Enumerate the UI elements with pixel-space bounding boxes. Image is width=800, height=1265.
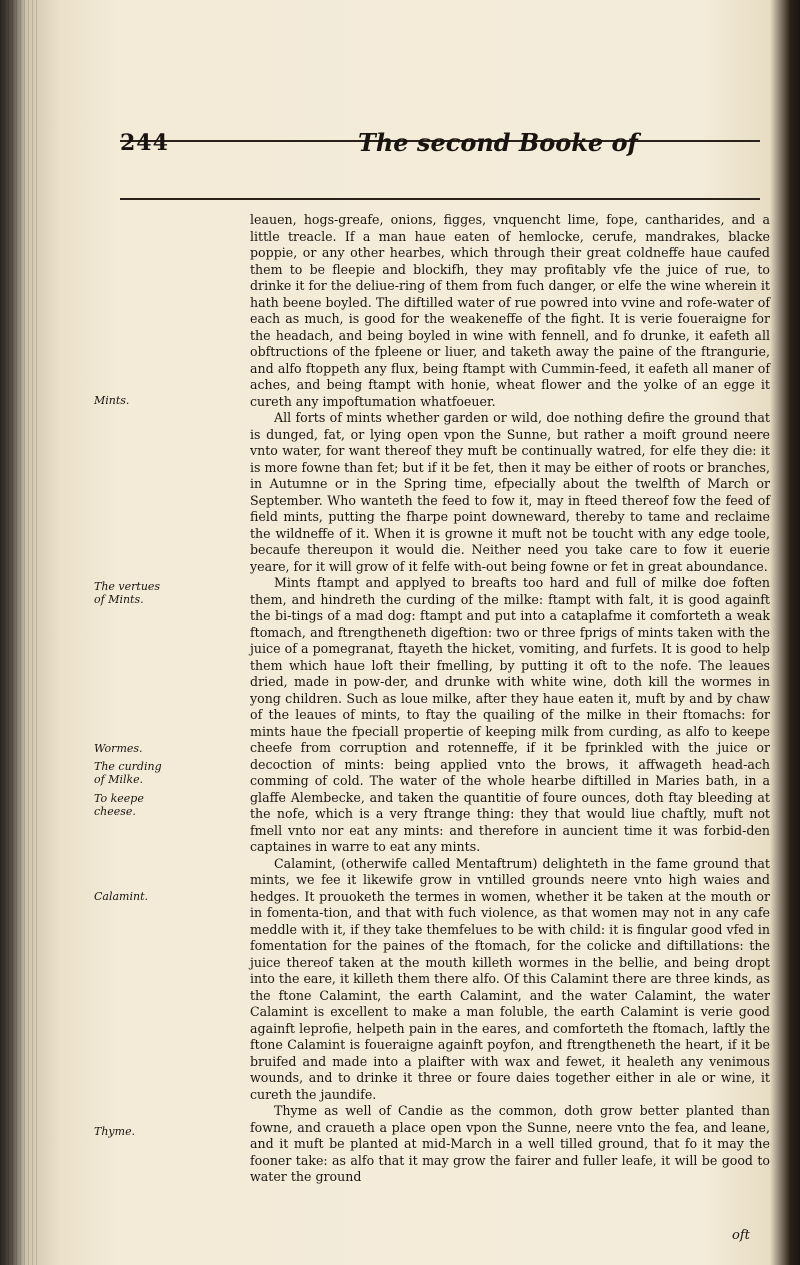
binding-gutter <box>0 0 40 1265</box>
paragraph-calamint: Calamint, (otherwife called Mentaftrum) delighteth in the fame ground that mints, we fee it likewife grow in vntilled grounds neere vnto high waies and hedges. It prouoketh the termes in women, whether it be taken at the mouth or in fomenta-tion, and that with fuch violence, as that women may not in any cafe meddle with it, if they take themfelues to be with child: it is fingular good vfed in fomentation for the paines of the ftomach, for the colicke and diftillations: the juice thereof taken at the mouth killeth wormes in the bellie, and being dropt into the eare, it killeth them there alfo. Of this Calamint there are three kinds, as the ftone Calamint, the earth Calamint, and the water Calamint, the water Calamint is excellent to make a man foluble, the earth Calamint is verie good againft leprofie, helpeth pain in the eares, and comforteth the ftomach, laftly the ftone Calamint is foueraigne againft poyfon, and ftrengtheneth the heart, if it be bruifed and made into a plaifter with wax and fewet, it healeth any venimous wounds, and to drinke it three or foure daies together either in ale or wine, it cureth the jaundife. <box>250 855 770 1102</box>
margin-note-wormes: Wormes. <box>94 742 143 755</box>
paragraph-thyme: Thyme as well of Candie as the common, doth grow better planted than fowne, and craueth a place open vpon the Sunne, neere vnto the fea, and leane, and it muft be planted at mid-March in a well tilled ground, that fo it may the fooner take: as alfo that it may grow the fairer and fuller leafe, it will be good to water the ground <box>250 1103 770 1184</box>
margin-note-calamint: Calamint. <box>94 890 149 903</box>
catchword: oft <box>732 1228 750 1243</box>
header-rule <box>120 198 760 200</box>
margin-note-thyme: Thyme. <box>94 1125 136 1138</box>
running-title: The second Booke of <box>358 128 638 157</box>
page-header <box>120 128 728 180</box>
margin-note-curding-of-milke: The curding of Milke. <box>94 760 162 786</box>
paragraph-mints: All forts of mints whether garden or wild, doe nothing defire the ground that is dunged, fat, or lying open vpon the Sunne, but rather a moift ground neere vnto water, for want thereof they muft be continually watred, for elfe they die: it is more fowne than fet; but if it be fet, then it may be either of roots or branches, in Autumne or in the Spring time, efpecially about the twelfth of March or September. Who wanteth the feed to fow it, may in fteed thereof fow the feed of field mints, putting the fharpe point downeward, thereby to tame and reclaime the wildneffe of it. When it is growne it muft not be toucht with any edge toole, becaufe thereupon it would die. Neither need you take care to fow it euerie yeare, for it will grow of it felfe with-out being fowne or fet in great aboundance. <box>250 410 770 574</box>
margin-note-mints: Mints. <box>94 394 130 407</box>
paragraph-vertues-of-mints: Mints ftampt and applyed to breafts too hard and full of milke doe foften them, and hindreth the curding of the milke: ftampt with falt, it is good againft the bi-tings of a mad dog: ftampt and put into a cataplafme it comforteth a weak ftomach, and ftrengtheneth digeftion: two or three fprigs of mints taken with the juice of a pomegranat, ftayeth the hicket, vomiting, and furfets. It is good to help them which haue loft their fmelling, by putting it oft to the nofe. The leaues dried, made in pow-der, and drunke with white wine, doth kill the wormes in yong children. Such as loue milke, after they haue eaten it, muft by and by chaw of the leaues of mints, to ftay the quailing of the milke in their ftomachs: for mints haue the fpeciall propertie of keeping milk from curding, as alfo to keepe cheefe from corruption and rotenneffe, if it be fprinkled with the juice or decoction of mints: being applied vnto the brows, it affwageth head-ach comming of cold. The water of the whole hearbe diftilled in Maries bath, in a glaffe Alembecke, and taken the quantitie of foure ounces, doth ftay bleeding at the nofe, which is a very ftrange thing: they that would liue chaftly, muft not fmell vnto nor eat any mints: and therefore in auncient time it was forbid-den captaines in warre to eat any mints. <box>250 575 770 854</box>
paragraph-rue: leauen, hogs-greafe, onions, figges, vnquencht lime, fope, cantharides, and a little treacle. If a man haue eaten of hemlocke, cerufe, mandrakes, blacke poppie, or any other hearbes, which through their great coldneffe haue caufed them to be fleepie and blockifh, they may profitably vfe the juice of rue, to drinke it for the deliue-ring of them from fuch danger, or elfe the wine wherein it hath beene boyled. The diftilled water of rue powred into vvine and rofe-water of each as much, is good for the weakeneffe of the fight. It is verie foueraigne for the headach, and being boyled in wine with fennell, and fo drunke, it eafeth all obftructions of the fpleene or liuer, and taketh away the paine of the ftrangurie, and alfo ftoppeth any flux, being ftampt with Cummin-feed, it eafeth all maner of aches, and being ftampt with honie, wheat flower and the yolke of an egge it cureth any impoftumation whatfoeuer. <box>250 212 770 409</box>
page-number: 244 <box>120 130 169 156</box>
page-body <box>250 212 770 1186</box>
margin-note-vertues-of-mints: The vertues of Mints. <box>94 580 161 606</box>
margin-note-keepe-cheese: To keepe cheese. <box>94 792 144 818</box>
